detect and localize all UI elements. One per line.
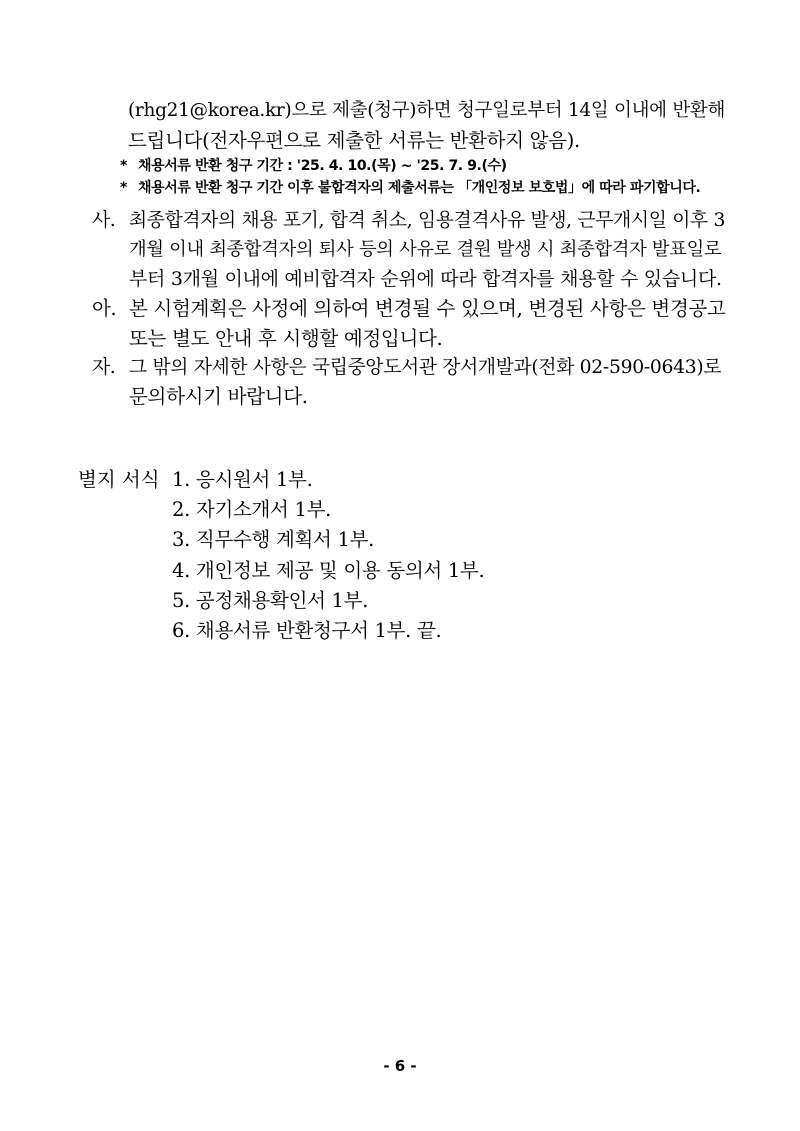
attachment-item: 1. 응시원서 1부.: [172, 468, 313, 491]
section-ja-line-2: 문의하시기 바랍니다.: [129, 385, 308, 408]
attachment-item: 2. 자기소개서 1부.: [172, 498, 332, 521]
note-marker: *: [120, 180, 127, 196]
page-number: - 6 -: [383, 1057, 417, 1075]
attachment-item: 6. 채용서류 반환청구서 1부. 끝.: [172, 619, 442, 642]
section-text: 본 시험계획은 사정에 의하여 변경될 수 있으며, 변경된 사항은 변경공고: [129, 297, 726, 320]
section-a-line-1: [92, 293, 726, 321]
section-sa-line-3: 부터 3개월 이내에 예비합격자 순위에 따라 합격자를 채용할 수 있습니다.: [129, 268, 722, 290]
note-text: 채용서류 반환 청구 기간 : '25. 4. 10.(목) ~ '25. 7. 9.(수): [138, 158, 507, 174]
intro-line-1: (rhg21@korea.kr)으로 제출(청구)하면 청구일로부터 14일 이내에 반환해: [128, 100, 726, 121]
section-label: 자.: [92, 357, 116, 378]
attachment-item: 4. 개인정보 제공 및 이용 동의서 1부.: [172, 559, 485, 582]
note-marker: *: [120, 158, 127, 174]
section-label: 아.: [92, 297, 117, 320]
section-text: 그 밖의 자세한 사항은 국립중앙도서관 장서개발과(전화 02-590-0643)로: [129, 357, 722, 378]
section-sa-line-2: 개월 이내 최종합격자의 퇴사 등의 사유로 결원 발생 시 최종합격자 발표일로: [129, 239, 722, 260]
note-text: 채용서류 반환 청구 기간 이후 불합격자의 제출서류는 「개인정보 보호법」에 따라 파기합니다.: [138, 180, 701, 196]
attachment-item: 5. 공정채용확인서 1부.: [172, 589, 369, 612]
note-return-period: [120, 155, 507, 175]
attachment-label: 별지 서식: [78, 468, 160, 491]
attachment-item: 3. 직무수행 계획서 1부.: [172, 528, 375, 551]
section-text: 최종합격자의 채용 포기, 합격 취소, 임용결격사유 발생, 근무개시일 이후 3: [129, 210, 726, 231]
intro-line-2: 드립니다(전자우편으로 제출한 서류는 반환하지 않음).: [128, 129, 580, 152]
section-a-line-2: 또는 별도 안내 후 시행할 예정입니다.: [129, 327, 443, 350]
note-disposal: [120, 177, 700, 197]
section-sa-line-1: [92, 205, 725, 232]
section-label: 사.: [92, 210, 116, 231]
section-ja-line-1: [92, 352, 721, 379]
